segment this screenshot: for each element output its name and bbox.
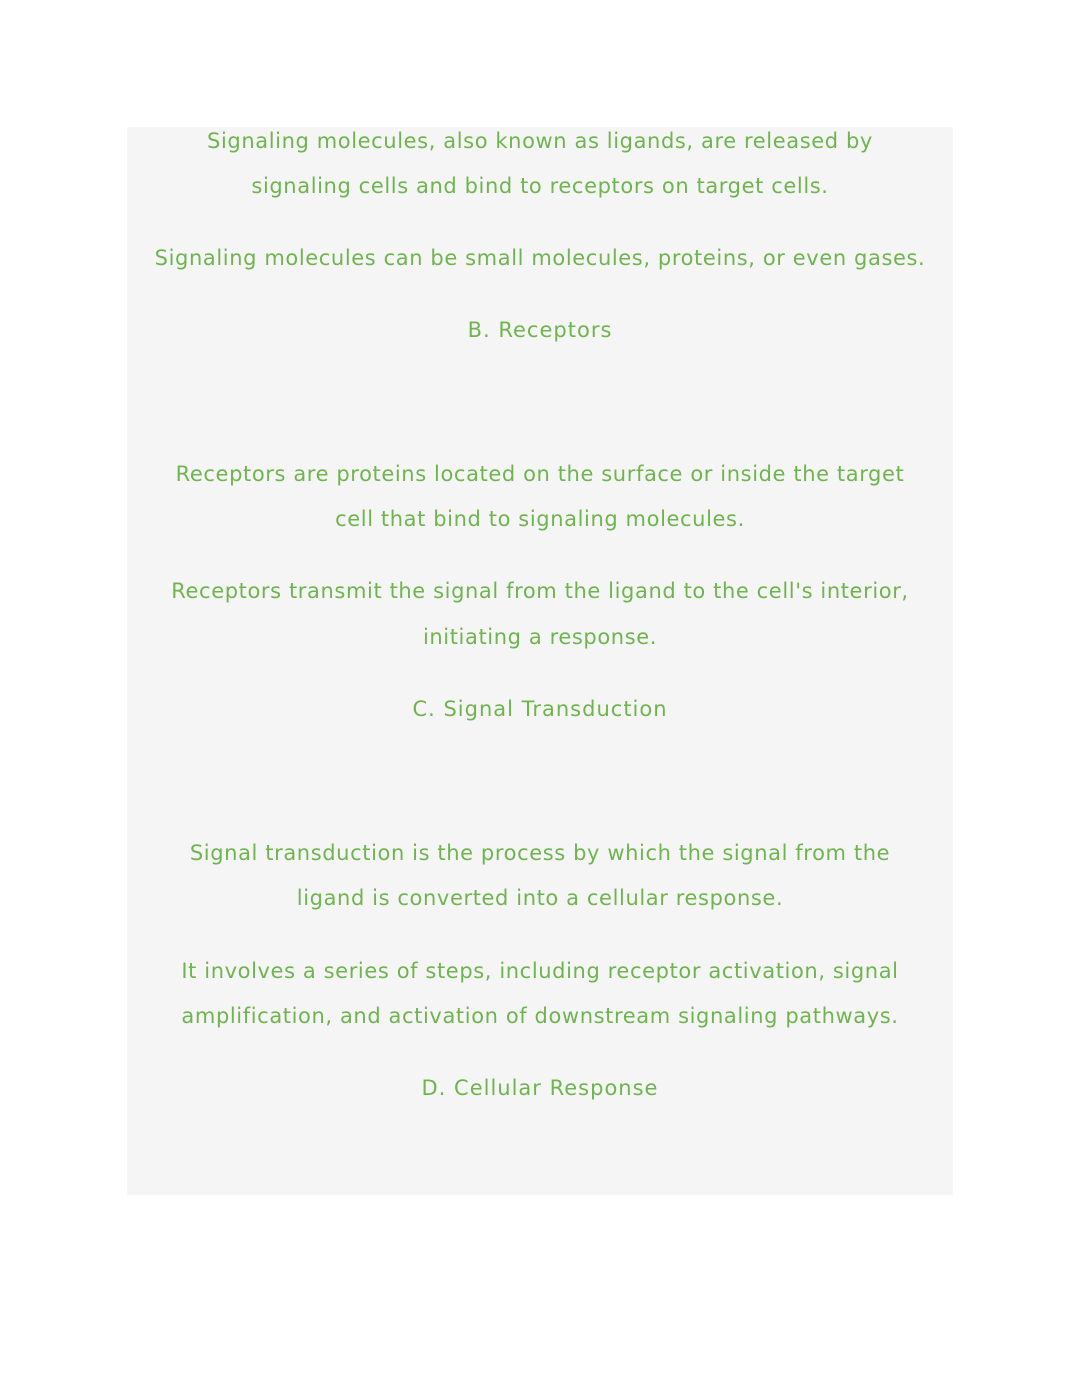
- transduction-steps-paragraph-line-1: It involves a series of steps, including receptor activation, signal: [181, 959, 899, 983]
- ligand-paragraph-line-1: Signaling molecules, also known as ligands, are released by: [207, 129, 873, 153]
- section-heading-signal-transduction: C. Signal Transduction: [412, 697, 668, 721]
- transduction-paragraph-line-2: ligand is converted into a cellular response.: [296, 886, 784, 910]
- ligand-types-paragraph: Signaling molecules can be small molecules, proteins, or even gases.: [154, 246, 926, 270]
- transduction-paragraph-line-1: Signal transduction is the process by which the signal from the: [189, 841, 891, 865]
- notes-panel: [127, 127, 953, 1195]
- receptors-transmit-paragraph-line-2: initiating a response.: [422, 625, 658, 649]
- transduction-steps-paragraph-line-2: amplification, and activation of downstream signaling pathways.: [181, 1004, 899, 1028]
- receptors-paragraph-line-2: cell that bind to signaling molecules.: [335, 507, 745, 531]
- receptors-transmit-paragraph-line-1: Receptors transmit the signal from the ligand to the cell's interior,: [171, 579, 909, 603]
- section-heading-cellular-response: D. Cellular Response: [421, 1076, 659, 1100]
- ligand-paragraph-line-2: signaling cells and bind to receptors on target cells.: [251, 174, 829, 198]
- receptors-paragraph-line-1: Receptors are proteins located on the surface or inside the target: [175, 462, 905, 486]
- section-heading-receptors: B. Receptors: [467, 318, 613, 342]
